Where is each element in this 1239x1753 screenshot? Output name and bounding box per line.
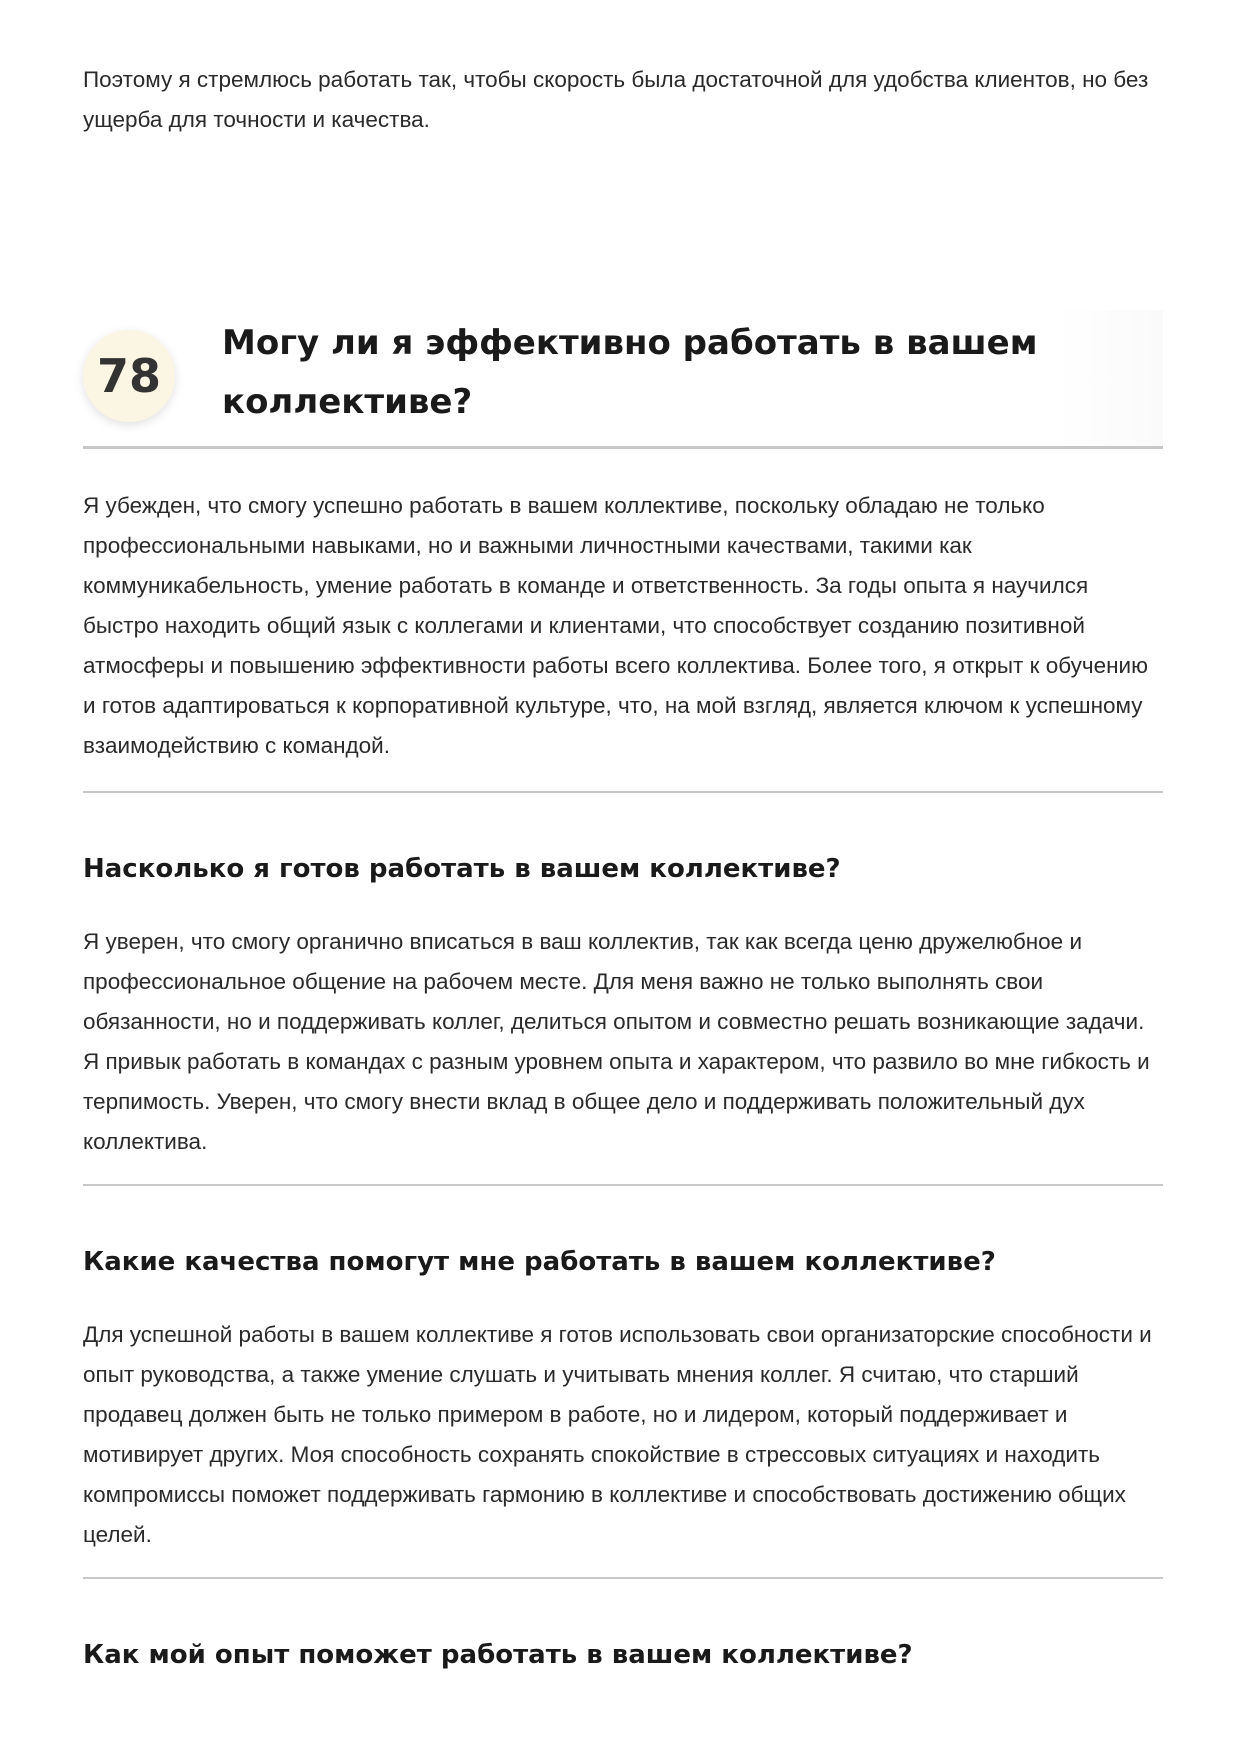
section-divider — [83, 1577, 1163, 1579]
section-paragraph: Я уверен, что смогу органично вписаться в ваш коллектив, так как всегда ценю дружелюбное и профессиональное общение на рабочем месте. Для меня важно не только выполнять свои обязанности, но и поддерживать коллег, делиться опытом и совместно решать возникающие задачи. Я привык работать в командах с разным уровнем опыта и характером, что развило во мне гибкость и терпимость. Уверен, что смогу внести вклад в общее дело и поддерживать положительный дух коллектива. — [83, 929, 1150, 1154]
section-divider — [83, 1184, 1163, 1186]
question-title: Могу ли я эффективно работать в вашем коллективе? — [222, 323, 1038, 422]
section-heading: Насколько я готов работать в вашем коллективе? — [83, 854, 841, 884]
question-number-badge: 78 — [83, 330, 175, 422]
section-paragraph: Для успешной работы в вашем коллективе я готов использовать свои организаторские способности и опыт руководства, а также умение слушать и учитывать мнения коллег. Я считаю, что старший продавец должен быть не только примером в работе, но и лидером, который поддерживает и мотивирует других. Моя способность сохранять спокойствие в стрессовых ситуациях и находить компромиссы поможет поддерживать гармонию в коллективе и способствовать достижению общих целей. — [83, 1322, 1152, 1547]
section-divider — [83, 791, 1163, 793]
section-heading: Как мой опыт поможет работать в вашем коллективе? — [83, 1640, 913, 1670]
section-heading: Какие качества помогут мне работать в вашем коллективе? — [83, 1247, 996, 1277]
question-header — [83, 310, 1163, 449]
question-answer: Я убежден, что смогу успешно работать в вашем коллективе, поскольку обладаю не только профессиональными навыками, но и важными личностными качествами, такими как коммуникабельность, умение работать в команде и ответственность. За годы опыта я научился быстро находить общий язык с коллегами и клиентами, что способствует созданию позитивной атмосферы и повышению эффективности работы всего коллектива. Более того, я открыт к обучению и готов адаптироваться к корпоративной культуре, что, на мой взгляд, является ключом к успешному взаимодействию с командой. — [83, 493, 1148, 758]
intro-paragraph: Поэтому я стремлюсь работать так, чтобы скорость была достаточной для удобства клиентов, но без ущерба для точности и качества. — [83, 67, 1149, 132]
